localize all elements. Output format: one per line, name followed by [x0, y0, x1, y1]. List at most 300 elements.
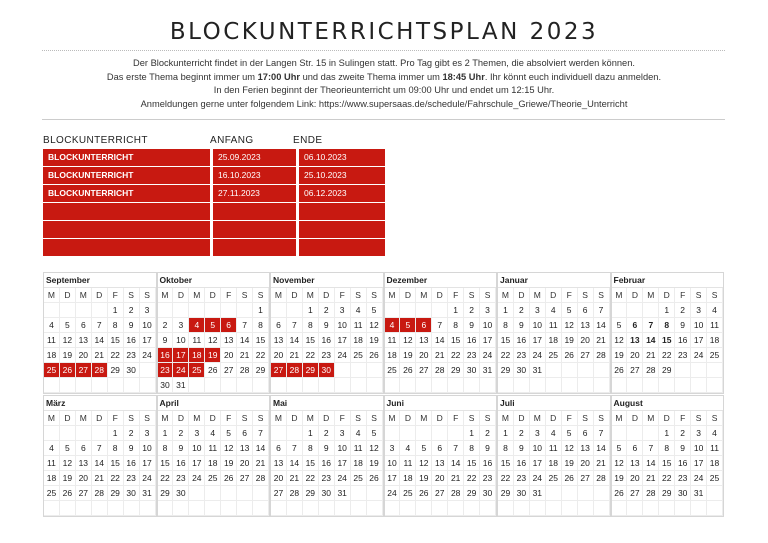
day-cell: 4 [546, 426, 562, 441]
weekday-label: D [432, 411, 448, 426]
block-row-empty [43, 221, 388, 238]
day-cell: 29 [659, 363, 675, 378]
day-cell: 15 [498, 456, 514, 471]
day-cell: 25 [385, 363, 401, 378]
day-cell: 27 [76, 486, 92, 501]
month-grid [44, 411, 156, 516]
empty-cell [189, 303, 205, 318]
day-cell: 19 [60, 348, 76, 363]
day-cell: 23 [480, 471, 496, 486]
weekday-label: M [530, 411, 546, 426]
weekday-label: D [432, 288, 448, 303]
weekday-label: D [287, 411, 303, 426]
empty-cell [691, 501, 707, 516]
first-topic-time: 17:00 Uhr [257, 71, 300, 82]
block-table-header [43, 134, 388, 148]
header-end: ENDE [293, 135, 323, 146]
day-cell: 7 [643, 441, 659, 456]
empty-cell [498, 378, 514, 393]
day-cell: 18 [546, 456, 562, 471]
empty-cell [237, 378, 253, 393]
day-cell: 20 [627, 471, 643, 486]
day-cell: 9 [514, 318, 530, 333]
day-cell: 29 [303, 363, 319, 378]
day-cell: 16 [480, 456, 496, 471]
weekday-label: M [498, 288, 514, 303]
weekday-label: D [205, 288, 221, 303]
block-end: 06.10.2023 [299, 149, 385, 166]
day-cell: 15 [448, 333, 464, 348]
day-cell: 27 [271, 486, 287, 501]
empty-cell [675, 378, 691, 393]
empty-cell [562, 486, 578, 501]
day-cell: 17 [335, 456, 351, 471]
day-cell: 26 [400, 363, 416, 378]
month-name: Oktober [158, 273, 270, 288]
day-cell: 14 [594, 441, 610, 456]
month-8 [270, 395, 384, 517]
day-cell: 21 [92, 348, 108, 363]
weekday-label: M [158, 288, 174, 303]
day-cell: 31 [691, 486, 707, 501]
day-cell: 21 [643, 348, 659, 363]
day-cell: 9 [675, 441, 691, 456]
weekday-label: F [108, 411, 124, 426]
day-cell: 5 [612, 318, 628, 333]
day-cell: 25 [546, 471, 562, 486]
day-cell: 30 [675, 486, 691, 501]
day-cell: 13 [627, 333, 643, 348]
day-cell: 19 [367, 333, 383, 348]
block-name: BLOCKUNTERRICHT [43, 149, 210, 166]
empty-cell [562, 378, 578, 393]
empty-cell [319, 378, 335, 393]
day-cell: 20 [221, 348, 237, 363]
day-cell: 13 [416, 333, 432, 348]
day-cell: 1 [108, 303, 124, 318]
day-cell: 19 [562, 333, 578, 348]
month-row [43, 272, 724, 395]
empty-cell [303, 501, 319, 516]
day-cell: 7 [287, 441, 303, 456]
day-cell: 24 [189, 471, 205, 486]
empty-cell [498, 501, 514, 516]
block-end [299, 239, 385, 256]
weekday-label: F [562, 288, 578, 303]
day-cell: 8 [659, 318, 675, 333]
weekday-label: S [367, 288, 383, 303]
day-cell: 20 [271, 348, 287, 363]
weekday-label: M [271, 411, 287, 426]
block-name [43, 203, 210, 220]
month-grid [498, 288, 610, 393]
block-name: BLOCKUNTERRICHT [43, 167, 210, 184]
day-cell: 12 [612, 333, 628, 348]
day-cell: 20 [237, 456, 253, 471]
header-block: BLOCKUNTERRICHT [43, 135, 148, 146]
day-cell: 8 [303, 318, 319, 333]
empty-cell [237, 303, 253, 318]
day-cell: 28 [594, 348, 610, 363]
empty-cell [92, 426, 108, 441]
day-cell: 16 [319, 333, 335, 348]
empty-cell [530, 378, 546, 393]
day-cell: 22 [253, 348, 269, 363]
day-cell: 27 [76, 363, 92, 378]
day-cell: 30 [319, 486, 335, 501]
day-cell: 19 [612, 471, 628, 486]
day-cell: 13 [432, 456, 448, 471]
empty-cell [400, 501, 416, 516]
empty-cell [271, 378, 287, 393]
day-cell: 27 [627, 486, 643, 501]
day-cell: 28 [92, 486, 108, 501]
day-cell: 24 [691, 348, 707, 363]
day-cell: 31 [335, 486, 351, 501]
day-cell: 28 [448, 486, 464, 501]
month-grid [612, 288, 724, 393]
day-cell: 14 [287, 333, 303, 348]
day-cell: 19 [221, 456, 237, 471]
day-cell: 11 [707, 441, 723, 456]
day-cell: 6 [76, 441, 92, 456]
weekday-label: S [464, 411, 480, 426]
day-cell: 11 [707, 318, 723, 333]
day-cell: 8 [108, 318, 124, 333]
empty-cell [44, 303, 60, 318]
day-cell: 25 [707, 348, 723, 363]
weekday-label: D [173, 411, 189, 426]
block-start: 27.11.2023 [213, 185, 296, 202]
block-start: 16.10.2023 [213, 167, 296, 184]
day-cell: 20 [271, 471, 287, 486]
day-cell: 7 [448, 441, 464, 456]
empty-cell [578, 486, 594, 501]
day-cell: 31 [140, 486, 156, 501]
day-cell: 3 [691, 426, 707, 441]
empty-cell [158, 501, 174, 516]
weekday-label: D [514, 288, 530, 303]
day-cell: 30 [514, 486, 530, 501]
empty-cell [546, 363, 562, 378]
day-cell: 11 [400, 456, 416, 471]
day-cell: 2 [124, 426, 140, 441]
empty-cell [205, 486, 221, 501]
empty-cell [237, 486, 253, 501]
day-cell: 18 [205, 456, 221, 471]
day-cell: 11 [351, 441, 367, 456]
day-cell: 12 [367, 441, 383, 456]
empty-cell [627, 426, 643, 441]
day-cell: 24 [140, 471, 156, 486]
empty-cell [303, 378, 319, 393]
intro-divider [42, 119, 725, 120]
day-cell: 15 [158, 456, 174, 471]
day-cell: 15 [659, 333, 675, 348]
empty-cell [385, 303, 401, 318]
empty-cell [643, 501, 659, 516]
empty-cell [335, 378, 351, 393]
day-cell: 27 [432, 486, 448, 501]
day-cell: 15 [464, 456, 480, 471]
day-cell: 5 [400, 318, 416, 333]
day-cell: 12 [60, 456, 76, 471]
year-calendar [43, 272, 724, 518]
day-cell: 12 [416, 456, 432, 471]
day-cell: 4 [707, 426, 723, 441]
day-cell: 23 [675, 471, 691, 486]
day-cell: 25 [205, 471, 221, 486]
day-cell: 11 [546, 318, 562, 333]
day-cell: 27 [271, 363, 287, 378]
day-cell: 17 [480, 333, 496, 348]
weekday-label: M [189, 288, 205, 303]
day-cell: 2 [158, 318, 174, 333]
day-cell: 8 [448, 318, 464, 333]
day-cell: 28 [287, 486, 303, 501]
day-cell: 2 [173, 426, 189, 441]
day-cell: 3 [140, 426, 156, 441]
empty-cell [287, 378, 303, 393]
day-cell: 10 [173, 333, 189, 348]
day-cell: 3 [691, 303, 707, 318]
weekday-label: D [659, 288, 675, 303]
day-cell: 17 [335, 333, 351, 348]
day-cell: 1 [158, 426, 174, 441]
empty-cell [140, 378, 156, 393]
day-cell: 17 [691, 333, 707, 348]
day-cell: 7 [237, 318, 253, 333]
day-cell: 28 [643, 486, 659, 501]
empty-cell [612, 378, 628, 393]
day-cell: 26 [367, 348, 383, 363]
day-cell: 17 [173, 348, 189, 363]
day-cell: 13 [578, 441, 594, 456]
month-name: März [44, 396, 156, 411]
day-cell: 16 [514, 333, 530, 348]
day-cell: 16 [124, 333, 140, 348]
weekday-label: S [124, 411, 140, 426]
empty-cell [416, 303, 432, 318]
weekday-label: D [60, 411, 76, 426]
empty-cell [221, 486, 237, 501]
day-cell: 3 [189, 426, 205, 441]
weekday-label: S [691, 288, 707, 303]
day-cell: 6 [221, 318, 237, 333]
day-cell: 22 [659, 471, 675, 486]
month-1 [157, 272, 271, 394]
day-cell: 2 [464, 303, 480, 318]
month-grid [271, 411, 383, 516]
day-cell: 3 [480, 303, 496, 318]
page-title: BLOCKUNTERRICHTSPLAN 2023 [169, 19, 599, 45]
day-cell: 18 [189, 348, 205, 363]
day-cell: 6 [237, 426, 253, 441]
day-cell: 5 [416, 441, 432, 456]
empty-cell [627, 378, 643, 393]
day-cell: 9 [124, 441, 140, 456]
day-cell: 26 [60, 486, 76, 501]
empty-cell [205, 501, 221, 516]
day-cell: 23 [124, 348, 140, 363]
day-cell: 18 [546, 333, 562, 348]
weekday-label: D [627, 288, 643, 303]
empty-cell [367, 486, 383, 501]
day-cell: 9 [173, 441, 189, 456]
weekday-label: F [675, 411, 691, 426]
block-start [213, 221, 296, 238]
weekday-label: D [546, 411, 562, 426]
day-cell: 29 [108, 363, 124, 378]
month-name: September [44, 273, 156, 288]
empty-cell [173, 303, 189, 318]
day-cell: 2 [319, 303, 335, 318]
day-cell: 15 [108, 456, 124, 471]
day-cell: 2 [675, 303, 691, 318]
empty-cell [205, 303, 221, 318]
empty-cell [627, 501, 643, 516]
month-name: April [158, 396, 270, 411]
empty-cell [400, 426, 416, 441]
empty-cell [432, 378, 448, 393]
day-cell: 6 [578, 426, 594, 441]
day-cell: 28 [643, 363, 659, 378]
weekday-label: F [221, 288, 237, 303]
day-cell: 22 [498, 471, 514, 486]
day-cell: 25 [351, 471, 367, 486]
empty-cell [546, 501, 562, 516]
month-grid [271, 288, 383, 393]
day-cell: 5 [221, 426, 237, 441]
weekday-label: F [675, 288, 691, 303]
day-cell: 15 [253, 333, 269, 348]
empty-cell [237, 501, 253, 516]
weekday-label: D [627, 411, 643, 426]
day-cell: 16 [124, 456, 140, 471]
day-cell: 13 [627, 456, 643, 471]
day-cell: 25 [546, 348, 562, 363]
empty-cell [432, 501, 448, 516]
empty-cell [514, 501, 530, 516]
day-cell: 31 [480, 363, 496, 378]
day-cell: 22 [659, 348, 675, 363]
day-cell: 20 [76, 348, 92, 363]
month-grid [44, 288, 156, 393]
empty-cell [221, 303, 237, 318]
weekday-label: S [140, 288, 156, 303]
day-cell: 10 [140, 318, 156, 333]
day-cell: 10 [530, 318, 546, 333]
month-grid [498, 411, 610, 516]
empty-cell [60, 426, 76, 441]
weekday-label: S [594, 411, 610, 426]
empty-cell [707, 378, 723, 393]
day-cell: 21 [237, 348, 253, 363]
weekday-label: S [464, 288, 480, 303]
weekday-label: M [44, 411, 60, 426]
empty-cell [60, 378, 76, 393]
empty-cell [514, 378, 530, 393]
day-cell: 30 [464, 363, 480, 378]
month-9 [384, 395, 498, 517]
empty-cell [594, 378, 610, 393]
weekday-label: D [659, 411, 675, 426]
day-cell: 13 [271, 456, 287, 471]
weekday-label: S [578, 411, 594, 426]
day-cell: 23 [514, 348, 530, 363]
day-cell: 29 [448, 363, 464, 378]
empty-cell [416, 378, 432, 393]
day-cell: 19 [205, 348, 221, 363]
empty-cell [464, 501, 480, 516]
weekday-label: M [643, 288, 659, 303]
weekday-label: F [448, 288, 464, 303]
day-cell: 27 [627, 363, 643, 378]
month-grid [158, 411, 270, 516]
day-cell: 1 [253, 303, 269, 318]
day-cell: 28 [237, 363, 253, 378]
day-cell: 25 [707, 471, 723, 486]
day-cell: 5 [367, 303, 383, 318]
day-cell: 23 [173, 471, 189, 486]
empty-cell [367, 363, 383, 378]
day-cell: 7 [594, 303, 610, 318]
day-cell: 29 [464, 486, 480, 501]
month-name: Mai [271, 396, 383, 411]
day-cell: 26 [612, 486, 628, 501]
title-divider [42, 50, 725, 51]
day-cell: 10 [691, 441, 707, 456]
day-cell: 25 [351, 348, 367, 363]
empty-cell [351, 486, 367, 501]
day-cell: 5 [367, 426, 383, 441]
day-cell: 10 [530, 441, 546, 456]
weekday-label: D [319, 288, 335, 303]
empty-cell [707, 501, 723, 516]
intro-text [0, 57, 768, 111]
empty-cell [643, 378, 659, 393]
day-cell: 10 [189, 441, 205, 456]
weekday-label: M [530, 288, 546, 303]
day-cell: 23 [675, 348, 691, 363]
day-cell: 26 [367, 471, 383, 486]
weekday-label: S [691, 411, 707, 426]
month-6 [43, 395, 157, 517]
empty-cell [60, 501, 76, 516]
empty-cell [612, 426, 628, 441]
block-row [43, 149, 388, 166]
weekday-label: M [76, 411, 92, 426]
weekday-label: F [108, 288, 124, 303]
day-cell: 13 [76, 333, 92, 348]
day-cell: 16 [319, 456, 335, 471]
day-cell: 4 [385, 318, 401, 333]
day-cell: 5 [60, 441, 76, 456]
day-cell: 12 [400, 333, 416, 348]
weekday-label: F [221, 411, 237, 426]
day-cell: 21 [594, 333, 610, 348]
day-cell: 27 [578, 471, 594, 486]
month-grid [385, 411, 497, 516]
weekday-label: D [205, 411, 221, 426]
day-cell: 18 [351, 456, 367, 471]
day-cell: 19 [416, 471, 432, 486]
day-cell: 29 [498, 363, 514, 378]
day-cell: 20 [432, 471, 448, 486]
weekday-label: S [253, 411, 269, 426]
empty-cell [546, 486, 562, 501]
day-cell: 23 [124, 471, 140, 486]
